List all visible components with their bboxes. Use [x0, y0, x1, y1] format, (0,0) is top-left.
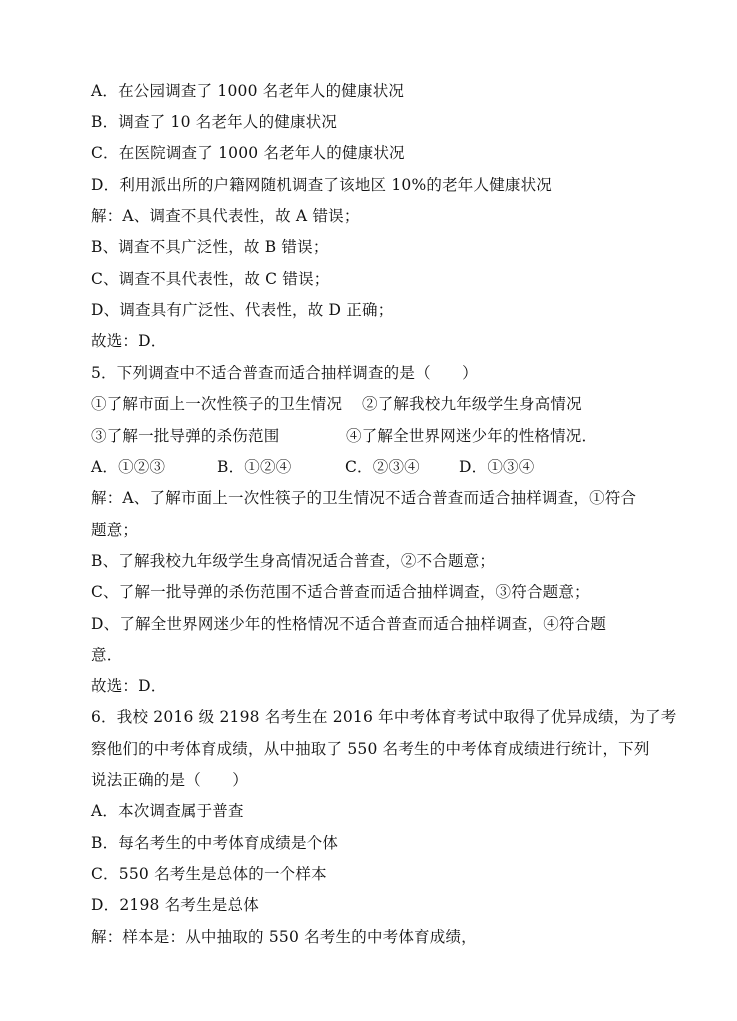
q5-option-d: D．①③④ [459, 458, 535, 476]
q5-solution-line: B、了解我校九年级学生身高情况适合普查，②不合题意； [91, 552, 496, 570]
q4-solution-line: D、调查具有广泛性、代表性，故 D 正确； [91, 301, 394, 319]
q5-item-1: ①了解市面上一次性筷子的卫生情况 [91, 395, 343, 413]
q5-solution-line: C、了解一批导弹的杀伤范围不适合普查而适合抽样调查，③符合题意； [91, 583, 590, 601]
q5-solution-line: D、了解全世界网迷少年的性格情况不适合普查而适合抽样调查，④符合题 [91, 615, 607, 633]
q5-option-c: C．②③④ [345, 458, 420, 476]
q5-solution-line: 解：A、了解市面上一次性筷子的卫生情况不适合普查而适合抽样调查，①符合 [91, 489, 637, 507]
q6-solution-line: 解：样本是：从中抽取的 550 名考生的中考体育成绩， [91, 928, 477, 946]
q4-option-d: D．利用派出所的户籍网随机调查了该地区 10%的老年人健康状况 [91, 176, 553, 194]
q4-option-a: A．在公园调查了 1000 名老年人的健康状况 [91, 82, 405, 100]
q4-option-b: B．调查了 10 名老年人的健康状况 [91, 113, 338, 131]
q4-solution-line: C、调查不具代表性，故 C 错误； [91, 270, 330, 288]
q6-option-a: A．本次调查属于普查 [91, 802, 244, 820]
q5-option-b: B．①②④ [217, 458, 292, 476]
q4-solution-line: B、调查不具广泛性，故 B 错误； [91, 238, 329, 256]
q4-option-c: C．在医院调查了 1000 名老年人的健康状况 [91, 144, 405, 162]
q6-option-b: B．每名考生的中考体育成绩是个体 [91, 834, 339, 852]
q6-option-d: D．2198 名考生是总体 [91, 896, 259, 914]
q5-solution-line: 题意； [91, 521, 139, 539]
q6-question-line: 6．我校 2016 级 2198 名考生在 2016 年中考体育考试中取得了优异成绩，为了考 [91, 708, 677, 726]
q5-answer: 故选：D． [91, 677, 167, 695]
q4-answer: 故选：D． [91, 332, 167, 350]
q6-question-line: 察他们的中考体育成绩，从中抽取了 550 名考生的中考体育成绩进行统计，下列 [91, 740, 650, 758]
q5-item-4: ④了解全世界网迷少年的性格情况． [346, 427, 598, 445]
q5-item-3: ③了解一批导弹的杀伤范围 [91, 427, 280, 445]
q5-question: 5．下列调查中不适合普查而适合抽样调查的是（ ） [91, 364, 478, 382]
q6-question-line: 说法正确的是（ ） [91, 771, 249, 789]
q5-item-2: ②了解我校九年级学生身高情况 [362, 395, 582, 413]
q4-solution-line: 解：A、调查不具代表性，故 A 错误； [91, 207, 360, 225]
q5-option-a: A．①②③ [91, 458, 166, 476]
q6-option-c: C．550 名考生是总体的一个样本 [91, 865, 327, 883]
q5-solution-line: 意． [91, 646, 123, 664]
